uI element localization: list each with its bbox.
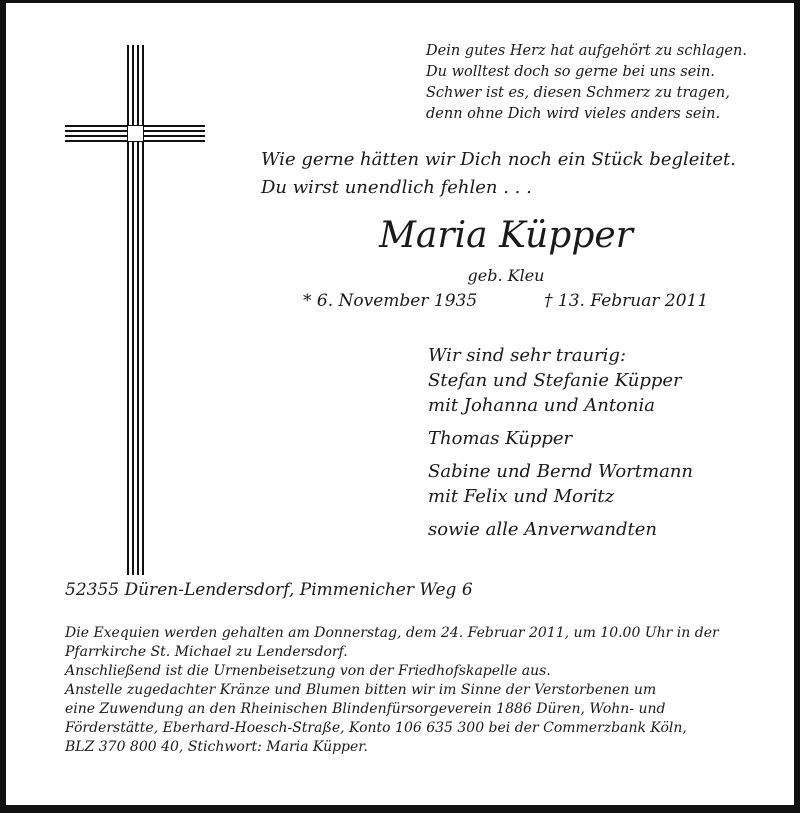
poem-line: Du wolltest doch so gerne bei uns sein. bbox=[426, 64, 715, 80]
poem bbox=[426, 41, 776, 125]
mourners-intro: Wir sind sehr traurig: bbox=[428, 345, 627, 366]
birth-name: geb. Kleu bbox=[467, 266, 545, 285]
quote bbox=[261, 146, 781, 202]
burial-line: Anschließend ist die Urnenbeisetzung von der Friedhofskapelle aus. bbox=[65, 663, 551, 679]
death-date: † 13. Februar 2011 bbox=[544, 291, 709, 311]
deceased-name: Maria Küpper bbox=[379, 215, 633, 256]
poem-line: Schwer ist es, diesen Schmerz zu tragen, bbox=[426, 85, 730, 101]
donation-line: eine Zuwendung an den Rheinischen Blindenfürsorgeverein 1886 Düren, Wohn- und bbox=[65, 701, 666, 717]
donation-line: BLZ 370 800 40, Stichwort: Maria Küpper. bbox=[65, 739, 368, 755]
mourner-line: Sabine und Bernd Wortmann bbox=[428, 461, 693, 482]
cross-icon bbox=[65, 45, 205, 575]
mourner-line: sowie alle Anverwandten bbox=[428, 519, 657, 540]
donation-line: Förderstätte, Eberhard-Hoesch-Straße, Konto 106 635 300 bei der Commerzbank Köln, bbox=[65, 720, 687, 736]
address: 52355 Düren-Lendersdorf, Pimmenicher Weg 6 bbox=[65, 580, 473, 600]
mourner-line: mit Felix und Moritz bbox=[428, 486, 615, 507]
poem-line: Dein gutes Herz hat aufgehört zu schlagen. bbox=[426, 43, 747, 59]
donation-line: Anstelle zugedachter Kränze und Blumen bitten wir im Sinne der Verstorbenen um bbox=[65, 682, 657, 698]
mourner-line: Stefan und Stefanie Küpper bbox=[428, 370, 682, 391]
mourners bbox=[428, 343, 788, 542]
service-line: Die Exequien werden gehalten am Donnerstag, dem 24. Februar 2011, um 10.00 Uhr in der bbox=[65, 625, 719, 641]
quote-line: Du wirst unendlich fehlen . . . bbox=[261, 177, 532, 198]
poem-line: denn ohne Dich wird vieles anders sein. bbox=[426, 106, 721, 122]
mourner-line: mit Johanna und Antonia bbox=[428, 395, 655, 416]
service-line: Pfarrkirche St. Michael zu Lendersdorf. bbox=[65, 644, 348, 660]
birth-date: * 6. November 1935 bbox=[303, 291, 478, 311]
mourner-line: Thomas Küpper bbox=[428, 428, 573, 449]
quote-line: Wie gerne hätten wir Dich noch ein Stück begleitet. bbox=[261, 149, 737, 170]
funeral-details bbox=[65, 624, 751, 757]
